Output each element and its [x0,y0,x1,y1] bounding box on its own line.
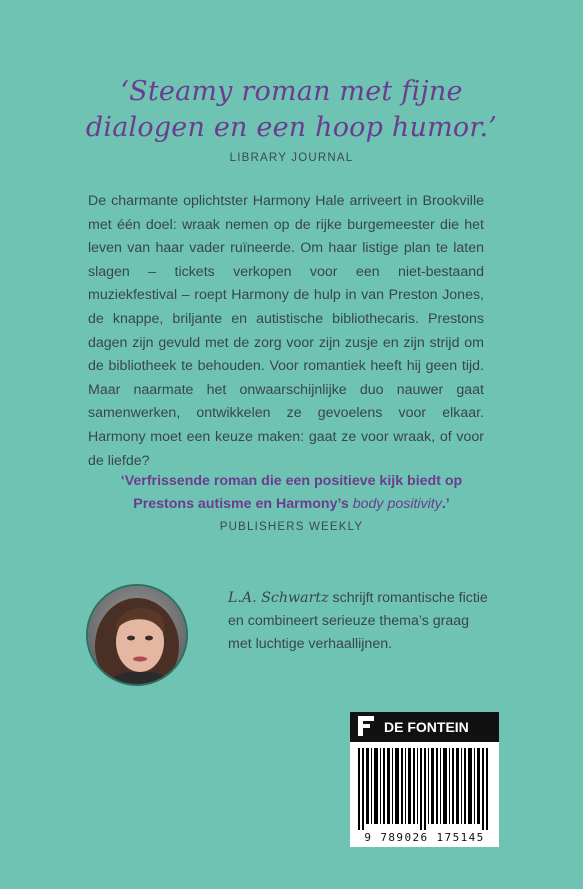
quote2-line-2-start: Prestons autisme en Harmony’s [133,496,353,512]
blurb-text: De charmante oplichtster Harmony Hale arriveert in Brookville met één doel: wraak nemen op de rijke burgemeester die het leven van haar vader ruïneerde. Om haar listige plan te laten slagen – tickets verkopen voor een niet-bestaand muziekfestival – roept Harmony de hulp in van Preston Jones, de knappe, briljante en autistische bibliothecaris. Prestons dagen zijn gevuld met de zorg voor zijn zusje en zijn strijd om de bibliotheek te behouden. Voor romantiek heeft hij geen tijd. Maar naarmate het onwaarschijnlijke duo nauwer gaat samenwerken, ontwikkelen ze gevoelens voor elkaar. Harmony moet een keuze maken: gaat ze voor wraak, of voor de liefde? [88,193,484,469]
quote2-italic-phrase: body positivity [352,496,442,512]
review-quote-publishers-weekly [80,470,503,516]
quote-line-1: ‘Steamy roman met fijne [120,76,463,107]
author-name: L.A. Schwartz [228,590,329,606]
publisher-name: DE FONTEIN [384,719,469,735]
quote2-line-1: ‘Verfrissende roman die een positieve kijk biedt op [120,473,463,489]
quote-source-publishers-weekly: PUBLISHERS WEEKLY [219,521,364,533]
author-bio-text: schrijft romantische fictie en combineert serieuze thema’s graag met luchtige verhaallijnen. [228,590,488,652]
quote-source-library-journal: LIBRARY JOURNAL [229,152,354,164]
isbn-barcode [356,748,493,830]
author-photo [86,584,188,686]
isbn-number: 9 789026 175145 [364,831,485,844]
publisher-band [350,712,499,742]
quote2-line-2 [80,493,503,516]
quote-line-2: dialogen en een hoop humor.’ [85,112,498,143]
review-quote-library-journal [80,74,503,146]
book-blurb [88,190,484,473]
author-bio [228,587,488,655]
publisher-logo-icon [358,716,374,739]
quote2-line-2-end: .’ [441,496,450,512]
barcode-panel [350,712,499,847]
